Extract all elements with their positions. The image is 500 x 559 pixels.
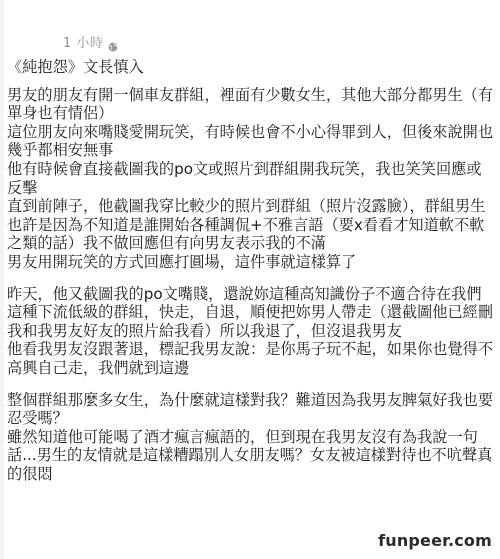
globe-icon[interactable] xyxy=(108,37,118,47)
post-paragraph-2: 昨天，他又截圖我的po文嘴賤，還說妳這種高知識份子不適合待在我們這種下流低級的群組，快走，自退，順便把妳男人帶走（還截圖他已經刪我和我男友好友的照片給我看）所以我退了，但沒退我男友 他看我男友沒跟著退，標記我男友說：是你馬子玩不起，如果你也覺得不高興自己走，我們就到這邊 xyxy=(7,284,493,377)
post-meta xyxy=(63,32,118,51)
post-header xyxy=(7,0,500,51)
post-body xyxy=(7,58,493,483)
site-watermark: funpeer.com xyxy=(378,531,492,550)
post-paragraph-1: 男友的朋友有開一個車友群組，裡面有少數女生，其他大部分都男生（有單身也有情侶） 這位朋友向來嘴賤愛開玩笑，有時候也會不小心得罪到人，但後來說開也幾乎都相安無事 他有時候會直接截圖我的po文或照片到群組開我玩笑，我也笑笑回應或反擊 直到前陣子，他截圖我穿比較少的照片到群組（照片沒露臉），群組男生也許是因為不知道是誰開始各種調侃+不雅言語（要x看看才知道軟不軟之類的話）我不做回應但有向男友表示我的不滿 男友用開玩笑的方式回應打圓場，這件事就這樣算了 xyxy=(7,85,493,271)
post-paragraph-3: 整個群組那麼多女生，為什麼就這樣對我？難道因為我男友脾氣好我也要忍受嗎？ 雖然知道他可能喝了酒才瘋言瘋語的，但到現在我男友沒有為我說一句話...男生的友情就是這樣糟蹋別人女朋友嗎？女友被這樣對待也不吭聲真的很悶 xyxy=(7,390,493,483)
paragraph-gap xyxy=(7,378,493,391)
post-title-line: 《純抱怨》文長慎入 xyxy=(7,58,144,76)
post-timestamp[interactable]: 1 小時 xyxy=(63,36,104,51)
paragraph-gap xyxy=(7,272,493,285)
